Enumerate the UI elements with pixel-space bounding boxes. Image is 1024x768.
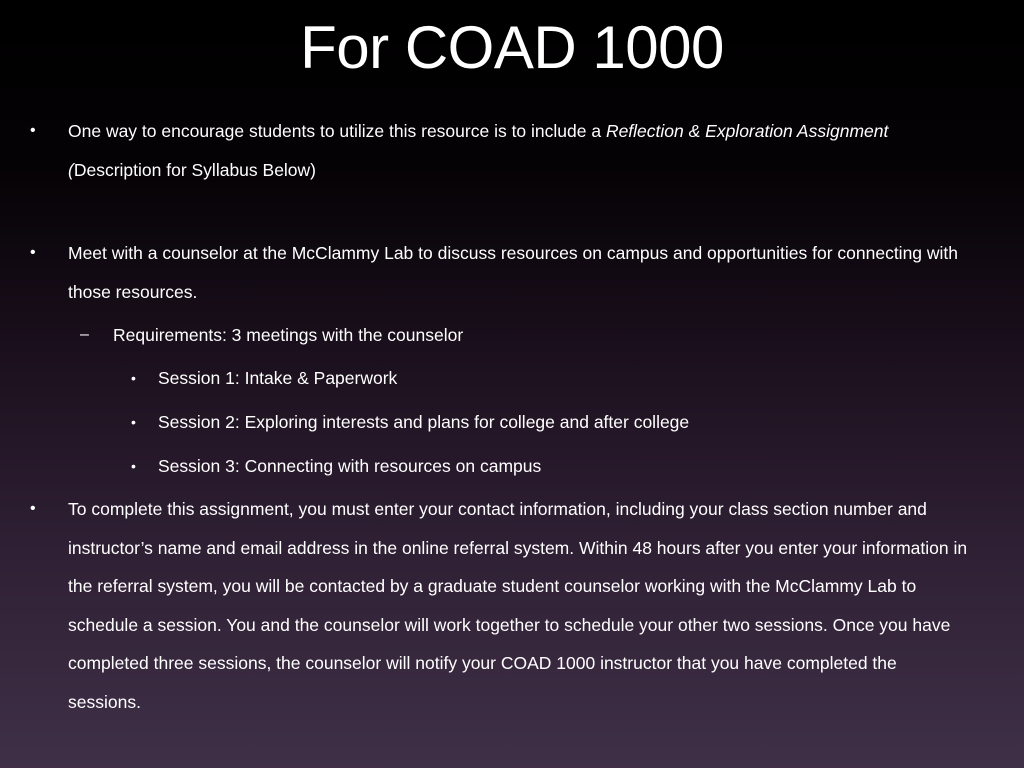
bullet-marker: • [30, 500, 36, 517]
bullet-text-italic: Reflection & Exploration Assignment ( [68, 121, 889, 180]
bullet-marker: • [30, 244, 36, 261]
sub-bullet-marker: – [80, 326, 89, 343]
sub-sub-bullet-text: Session 1: Intake & Paperwork [158, 368, 398, 388]
sub-sub-bullet-text: Session 2: Exploring interests and plans for college and after college [158, 412, 690, 432]
slide-title: For COAD 1000 [300, 14, 724, 81]
bullet-text [68, 112, 968, 189]
bullet-text-plain-end: Description for Syllabus Below) [73, 159, 317, 180]
bullet-marker: • [30, 122, 36, 139]
bullet-text: To complete this assignment, you must enter your contact information, including your class section number and instructor’s name and email address in the online referral system. Within 48 hours after you enter your information in the referral system, you will be contacted by a graduate student counselor working with the McClammy Lab to schedule a session. You and the counselor will work together to schedule your other two sessions. Once you have completed three sessions, the counselor will notify your COAD 1000 instructor that you have completed the sessions. [68, 499, 968, 712]
sub-sub-bullet-marker: • [131, 458, 136, 474]
sub-sub-bullet-marker: • [131, 370, 136, 386]
bullet-text-plain: One way to encourage students to utilize this resource is to include a [68, 121, 606, 141]
sub-bullet-text: Requirements: 3 meetings with the counselor [113, 325, 464, 345]
bullet-text: Meet with a counselor at the McClammy Lab to discuss resources on campus and opportunities for connecting with those resources. [68, 243, 959, 302]
sub-sub-bullet-marker: • [131, 414, 136, 430]
sub-sub-bullet-text: Session 3: Connecting with resources on campus [158, 456, 542, 476]
